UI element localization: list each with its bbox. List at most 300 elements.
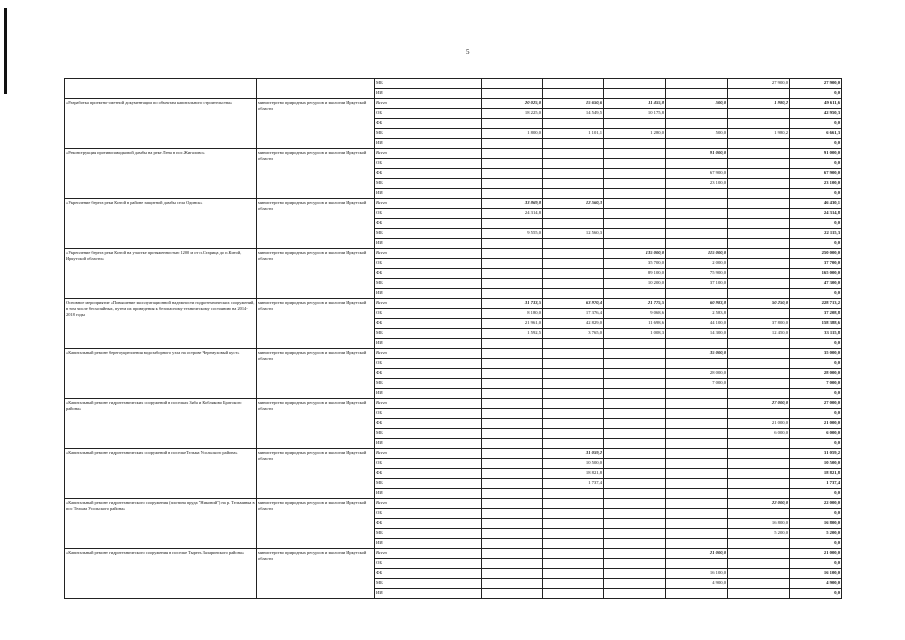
funding-source-cell: МБ	[375, 529, 482, 539]
total-value-cell: 0,0	[790, 289, 842, 299]
year-value-cell	[666, 429, 728, 439]
total-value-cell: 6 661,3	[790, 129, 842, 139]
year-value-cell	[728, 439, 790, 449]
funding-source-cell: ФБ	[375, 219, 482, 229]
year-value-cell	[728, 179, 790, 189]
year-value-cell	[482, 359, 543, 369]
total-value-cell: 16 100,0	[790, 569, 842, 579]
year-value-cell	[728, 289, 790, 299]
year-value-cell	[666, 499, 728, 509]
year-value-cell	[728, 559, 790, 569]
year-value-cell: 50 250,0	[728, 299, 790, 309]
funding-source-cell: ФБ	[375, 569, 482, 579]
year-value-cell	[482, 399, 543, 409]
funding-source-cell: Всего	[375, 199, 482, 209]
year-value-cell	[604, 359, 666, 369]
measure-description: «Капитальный ремонт гидротехнического сооружения (плотина пруда "Никоний") на р. Тельминка в пос Тельма Усольского района»	[65, 499, 257, 549]
responsible-organization: министерство природных ресурсов и экологии Иркутской области	[257, 249, 375, 299]
year-value-cell	[482, 459, 543, 469]
funding-source-cell: ФБ	[375, 269, 482, 279]
year-value-cell	[666, 469, 728, 479]
year-value-cell	[604, 539, 666, 549]
total-value-cell: 0,0	[790, 509, 842, 519]
year-value-cell	[666, 389, 728, 399]
year-value-cell	[543, 419, 604, 429]
year-value-cell	[604, 89, 666, 99]
year-value-cell: 11 455,8	[604, 99, 666, 109]
year-value-cell: 21 961,0	[482, 319, 543, 329]
year-value-cell	[482, 369, 543, 379]
year-value-cell	[604, 429, 666, 439]
year-value-cell: 37 800,0	[728, 319, 790, 329]
year-value-cell	[604, 509, 666, 519]
total-value-cell: 21 000,0	[790, 549, 842, 559]
year-value-cell: 1 101,1	[543, 129, 604, 139]
year-value-cell: 42 829,0	[543, 319, 604, 329]
year-value-cell	[482, 449, 543, 459]
total-value-cell: 91 000,0	[790, 149, 842, 159]
year-value-cell	[604, 569, 666, 579]
year-value-cell: 21 000,0	[666, 549, 728, 559]
year-value-cell	[543, 369, 604, 379]
year-value-cell	[482, 349, 543, 359]
year-value-cell: 33 869,8	[482, 199, 543, 209]
total-value-cell: 0,0	[790, 389, 842, 399]
total-value-cell: 33 115,8	[790, 329, 842, 339]
funding-source-cell: ФБ	[375, 519, 482, 529]
year-value-cell: 16 100,0	[666, 569, 728, 579]
year-value-cell	[604, 419, 666, 429]
year-value-cell	[666, 209, 728, 219]
funding-source-cell: ИИ	[375, 389, 482, 399]
year-value-cell	[482, 489, 543, 499]
total-value-cell: 250 000,0	[790, 249, 842, 259]
table-row	[65, 199, 842, 209]
year-value-cell	[482, 569, 543, 579]
year-value-cell: 16 800,0	[728, 519, 790, 529]
year-value-cell: 35 700,0	[604, 259, 666, 269]
total-value-cell: 18 821,8	[790, 469, 842, 479]
page-number: 5	[466, 48, 470, 56]
table-row	[65, 399, 842, 409]
funding-source-cell: Всего	[375, 99, 482, 109]
year-value-cell	[543, 549, 604, 559]
year-value-cell: 6 000,0	[728, 429, 790, 439]
year-value-cell: 60 983,8	[666, 299, 728, 309]
year-value-cell	[543, 429, 604, 439]
funding-source-cell: Всего	[375, 249, 482, 259]
total-value-cell: 0,0	[790, 219, 842, 229]
year-value-cell: 27 000,0	[728, 399, 790, 409]
responsible-organization: министерство природных ресурсов и экологии Иркутской области	[257, 449, 375, 499]
year-value-cell	[543, 259, 604, 269]
year-value-cell	[728, 169, 790, 179]
year-value-cell	[482, 419, 543, 429]
year-value-cell: 1 280,0	[604, 129, 666, 139]
total-value-cell: 5 200,0	[790, 529, 842, 539]
year-value-cell	[482, 239, 543, 249]
year-value-cell	[543, 489, 604, 499]
measure-description: «Реконструкция противопаводковой дамбы на реке Лена в пос.Жигалово»	[65, 149, 257, 199]
total-value-cell: 4 900,0	[790, 579, 842, 589]
year-value-cell: 21 000,0	[728, 419, 790, 429]
year-value-cell	[728, 349, 790, 359]
year-value-cell	[728, 109, 790, 119]
year-value-cell	[728, 189, 790, 199]
total-value-cell: 22 000,0	[790, 499, 842, 509]
year-value-cell	[604, 449, 666, 459]
scan-edge-mark	[4, 8, 7, 94]
year-value-cell	[666, 89, 728, 99]
year-value-cell	[666, 339, 728, 349]
year-value-cell	[666, 79, 728, 89]
total-value-cell: 22 115,3	[790, 229, 842, 239]
year-value-cell	[728, 339, 790, 349]
year-value-cell	[482, 439, 543, 449]
total-value-cell: 49 611,6	[790, 99, 842, 109]
year-value-cell: 3 765,0	[543, 329, 604, 339]
year-value-cell	[543, 159, 604, 169]
year-value-cell	[728, 369, 790, 379]
year-value-cell	[482, 279, 543, 289]
year-value-cell	[728, 569, 790, 579]
total-value-cell: 21 000,0	[790, 419, 842, 429]
total-value-cell: 165 000,0	[790, 269, 842, 279]
year-value-cell	[666, 399, 728, 409]
year-value-cell	[604, 469, 666, 479]
year-value-cell	[482, 589, 543, 599]
total-value-cell: 42 950,3	[790, 109, 842, 119]
responsible-organization: министерство природных ресурсов и экологии Иркутской области	[257, 399, 375, 449]
year-value-cell: 15 650,6	[543, 99, 604, 109]
year-value-cell	[604, 169, 666, 179]
year-value-cell: 31 733,5	[482, 299, 543, 309]
year-value-cell	[543, 409, 604, 419]
funding-source-cell: Всего	[375, 149, 482, 159]
year-value-cell: 27 900,0	[728, 79, 790, 89]
funding-source-cell: МБ	[375, 229, 482, 239]
funding-source-cell: ОБ	[375, 159, 482, 169]
total-value-cell: 46 430,1	[790, 199, 842, 209]
measure-description: Основное мероприятие «Повышение эксплуатационной надежности гидротехнических сооружений, в том числе бесхозяйных, путем их приведения к безопасному техническому состоянию на 2014-2018 годы	[65, 299, 257, 349]
year-value-cell	[604, 149, 666, 159]
responsible-organization: министерство природных ресурсов и экологии Иркутской области	[257, 499, 375, 549]
table-row	[65, 99, 842, 109]
year-value-cell	[728, 479, 790, 489]
funding-source-cell: ИИ	[375, 139, 482, 149]
year-value-cell	[604, 179, 666, 189]
year-value-cell: 14 549,5	[543, 109, 604, 119]
year-value-cell	[543, 399, 604, 409]
year-value-cell: 24 314,8	[482, 209, 543, 219]
year-value-cell	[728, 159, 790, 169]
year-value-cell	[482, 539, 543, 549]
year-value-cell: 28 000,0	[666, 369, 728, 379]
year-value-cell	[728, 509, 790, 519]
funding-source-cell: ОБ	[375, 259, 482, 269]
table-row	[65, 449, 842, 459]
measure-description: «Капитальный ремонт гидротехнических сооружений в поселкеТельма Усольского района»	[65, 449, 257, 499]
year-value-cell	[728, 389, 790, 399]
year-value-cell	[604, 79, 666, 89]
year-value-cell	[543, 539, 604, 549]
year-value-cell: 89 100,0	[604, 269, 666, 279]
year-value-cell	[728, 219, 790, 229]
total-value-cell: 67 900,0	[790, 169, 842, 179]
year-value-cell	[604, 579, 666, 589]
year-value-cell: 1 980,2	[728, 99, 790, 109]
funding-source-cell: МБ	[375, 279, 482, 289]
year-value-cell: 1 008,3	[604, 329, 666, 339]
year-value-cell: 23 100,0	[666, 179, 728, 189]
year-value-cell	[728, 249, 790, 259]
total-value-cell: 0,0	[790, 559, 842, 569]
year-value-cell	[543, 499, 604, 509]
year-value-cell	[482, 269, 543, 279]
table-row	[65, 299, 842, 309]
total-value-cell: 47 300,0	[790, 279, 842, 289]
year-value-cell	[604, 219, 666, 229]
table-row	[65, 499, 842, 509]
total-value-cell: 31 059,2	[790, 449, 842, 459]
year-value-cell	[604, 119, 666, 129]
year-value-cell	[604, 369, 666, 379]
year-value-cell	[543, 279, 604, 289]
total-value-cell: 6 000,0	[790, 429, 842, 439]
total-value-cell: 24 314,8	[790, 209, 842, 219]
year-value-cell	[543, 239, 604, 249]
funding-source-cell: ФБ	[375, 369, 482, 379]
year-value-cell: 115 000,0	[666, 249, 728, 259]
year-value-cell	[604, 349, 666, 359]
total-value-cell: 0,0	[790, 239, 842, 249]
year-value-cell	[728, 229, 790, 239]
table-row	[65, 249, 842, 259]
funding-source-cell: ФБ	[375, 319, 482, 329]
funding-source-cell: МБ	[375, 79, 482, 89]
year-value-cell	[666, 519, 728, 529]
year-value-cell	[604, 499, 666, 509]
year-value-cell: 10 500,0	[543, 459, 604, 469]
year-value-cell	[543, 389, 604, 399]
year-value-cell: 1 592,5	[482, 329, 543, 339]
total-value-cell: 27 000,0	[790, 399, 842, 409]
funding-source-cell: ОБ	[375, 559, 482, 569]
year-value-cell: 7 000,0	[666, 379, 728, 389]
funding-source-cell: Всего	[375, 399, 482, 409]
year-value-cell: 18 225,0	[482, 109, 543, 119]
year-value-cell	[728, 379, 790, 389]
year-value-cell	[728, 209, 790, 219]
year-value-cell	[604, 189, 666, 199]
table-row	[65, 349, 842, 359]
funding-source-cell: Всего	[375, 299, 482, 309]
year-value-cell	[728, 449, 790, 459]
funding-source-cell: ФБ	[375, 419, 482, 429]
year-value-cell	[482, 249, 543, 259]
year-value-cell	[482, 469, 543, 479]
year-value-cell: 31 059,2	[543, 449, 604, 459]
budget-table-body	[65, 79, 842, 599]
total-value-cell: 0,0	[790, 539, 842, 549]
total-value-cell: 0,0	[790, 339, 842, 349]
year-value-cell	[728, 269, 790, 279]
funding-source-cell: ОБ	[375, 309, 482, 319]
year-value-cell	[482, 159, 543, 169]
year-value-cell	[482, 339, 543, 349]
year-value-cell	[728, 259, 790, 269]
funding-source-cell: МБ	[375, 329, 482, 339]
year-value-cell	[482, 519, 543, 529]
total-value-cell: 16 800,0	[790, 519, 842, 529]
funding-source-cell: МБ	[375, 579, 482, 589]
year-value-cell: 9 555,0	[482, 229, 543, 239]
year-value-cell: 14 300,0	[666, 329, 728, 339]
funding-source-cell: МБ	[375, 129, 482, 139]
year-value-cell	[666, 409, 728, 419]
total-value-cell: 10 500,0	[790, 459, 842, 469]
year-value-cell	[666, 589, 728, 599]
funding-source-cell: ОБ	[375, 509, 482, 519]
year-value-cell: 2 583,8	[666, 309, 728, 319]
funding-source-cell: ОБ	[375, 209, 482, 219]
total-value-cell: 7 000,0	[790, 379, 842, 389]
year-value-cell	[728, 139, 790, 149]
total-value-cell: 0,0	[790, 189, 842, 199]
responsible-organization: министерство природных ресурсов и экологии Иркутской области	[257, 99, 375, 149]
year-value-cell	[482, 189, 543, 199]
year-value-cell: 63 970,4	[543, 299, 604, 309]
year-value-cell: 500,0	[666, 129, 728, 139]
year-value-cell	[543, 79, 604, 89]
year-value-cell	[543, 569, 604, 579]
year-value-cell	[543, 209, 604, 219]
year-value-cell	[543, 379, 604, 389]
year-value-cell	[666, 539, 728, 549]
responsible-organization: министерство природных ресурсов и экологии Иркутской области	[257, 549, 375, 599]
measure-description: «Укрепление берега реки Китой в районе защитной дамбы села Одинск»	[65, 199, 257, 249]
year-value-cell	[482, 499, 543, 509]
year-value-cell: 12 450,0	[728, 329, 790, 339]
year-value-cell	[482, 79, 543, 89]
funding-source-cell: ИИ	[375, 339, 482, 349]
year-value-cell	[543, 359, 604, 369]
year-value-cell: 1 800,0	[482, 129, 543, 139]
year-value-cell	[728, 199, 790, 209]
measure-description: «Разработка проектно-сметной документации по объектам капитального строительства»	[65, 99, 257, 149]
total-value-cell: 0,0	[790, 359, 842, 369]
year-value-cell	[482, 389, 543, 399]
year-value-cell	[666, 479, 728, 489]
year-value-cell: 18 821,8	[543, 469, 604, 479]
year-value-cell	[604, 239, 666, 249]
year-value-cell	[604, 459, 666, 469]
year-value-cell	[604, 229, 666, 239]
year-value-cell	[666, 489, 728, 499]
funding-source-cell: ФБ	[375, 169, 482, 179]
year-value-cell	[728, 469, 790, 479]
year-value-cell	[604, 549, 666, 559]
year-value-cell	[543, 219, 604, 229]
total-value-cell: 0,0	[790, 89, 842, 99]
funding-source-cell: ИИ	[375, 239, 482, 249]
year-value-cell	[482, 379, 543, 389]
year-value-cell	[666, 359, 728, 369]
year-value-cell: 10 175,8	[604, 109, 666, 119]
year-value-cell	[666, 189, 728, 199]
year-value-cell	[543, 249, 604, 259]
year-value-cell	[543, 559, 604, 569]
year-value-cell	[604, 519, 666, 529]
year-value-cell	[666, 119, 728, 129]
year-value-cell	[543, 119, 604, 129]
year-value-cell	[482, 549, 543, 559]
funding-source-cell: ИИ	[375, 189, 482, 199]
continued-organization-cell	[257, 79, 375, 99]
year-value-cell	[666, 159, 728, 169]
measure-description: «Капитальный ремонт берегоукрепления водозаборного узла на острове Черемуховый куст»	[65, 349, 257, 399]
measure-description: «Капитальный ремонт гидротехнических сооружений в поселках Зяба и Кобляково Братского района»	[65, 399, 257, 449]
year-value-cell	[543, 349, 604, 359]
continued-description-cell	[65, 79, 257, 99]
total-value-cell: 0,0	[790, 139, 842, 149]
year-value-cell	[604, 339, 666, 349]
year-value-cell	[666, 289, 728, 299]
year-value-cell	[728, 119, 790, 129]
year-value-cell: 135 000,0	[604, 249, 666, 259]
total-value-cell: 37 700,0	[790, 259, 842, 269]
year-value-cell: 12 560,3	[543, 199, 604, 209]
year-value-cell: 1 737,4	[543, 479, 604, 489]
total-value-cell: 28 000,0	[790, 369, 842, 379]
table-row	[65, 149, 842, 159]
year-value-cell: 44 100,0	[666, 319, 728, 329]
year-value-cell: 21 775,5	[604, 299, 666, 309]
year-value-cell	[666, 419, 728, 429]
year-value-cell: 2 000,0	[666, 259, 728, 269]
year-value-cell	[604, 199, 666, 209]
year-value-cell	[666, 199, 728, 209]
year-value-cell: 9 068,6	[604, 309, 666, 319]
year-value-cell	[728, 459, 790, 469]
year-value-cell	[728, 409, 790, 419]
year-value-cell: 22 000,0	[728, 499, 790, 509]
year-value-cell	[482, 559, 543, 569]
year-value-cell	[728, 489, 790, 499]
year-value-cell	[666, 559, 728, 569]
year-value-cell	[728, 359, 790, 369]
year-value-cell	[666, 529, 728, 539]
funding-source-cell: МБ	[375, 429, 482, 439]
year-value-cell: 37 100,0	[666, 279, 728, 289]
year-value-cell	[482, 409, 543, 419]
year-value-cell	[543, 179, 604, 189]
year-value-cell	[666, 239, 728, 249]
year-value-cell	[482, 529, 543, 539]
year-value-cell	[482, 509, 543, 519]
funding-source-cell: МБ	[375, 179, 482, 189]
year-value-cell	[728, 149, 790, 159]
year-value-cell	[543, 89, 604, 99]
year-value-cell: 500,0	[666, 99, 728, 109]
year-value-cell	[666, 509, 728, 519]
year-value-cell	[666, 459, 728, 469]
budget-table	[64, 78, 842, 599]
total-value-cell: 1 737,4	[790, 479, 842, 489]
year-value-cell	[604, 289, 666, 299]
funding-source-cell: ИИ	[375, 289, 482, 299]
year-value-cell	[666, 219, 728, 229]
